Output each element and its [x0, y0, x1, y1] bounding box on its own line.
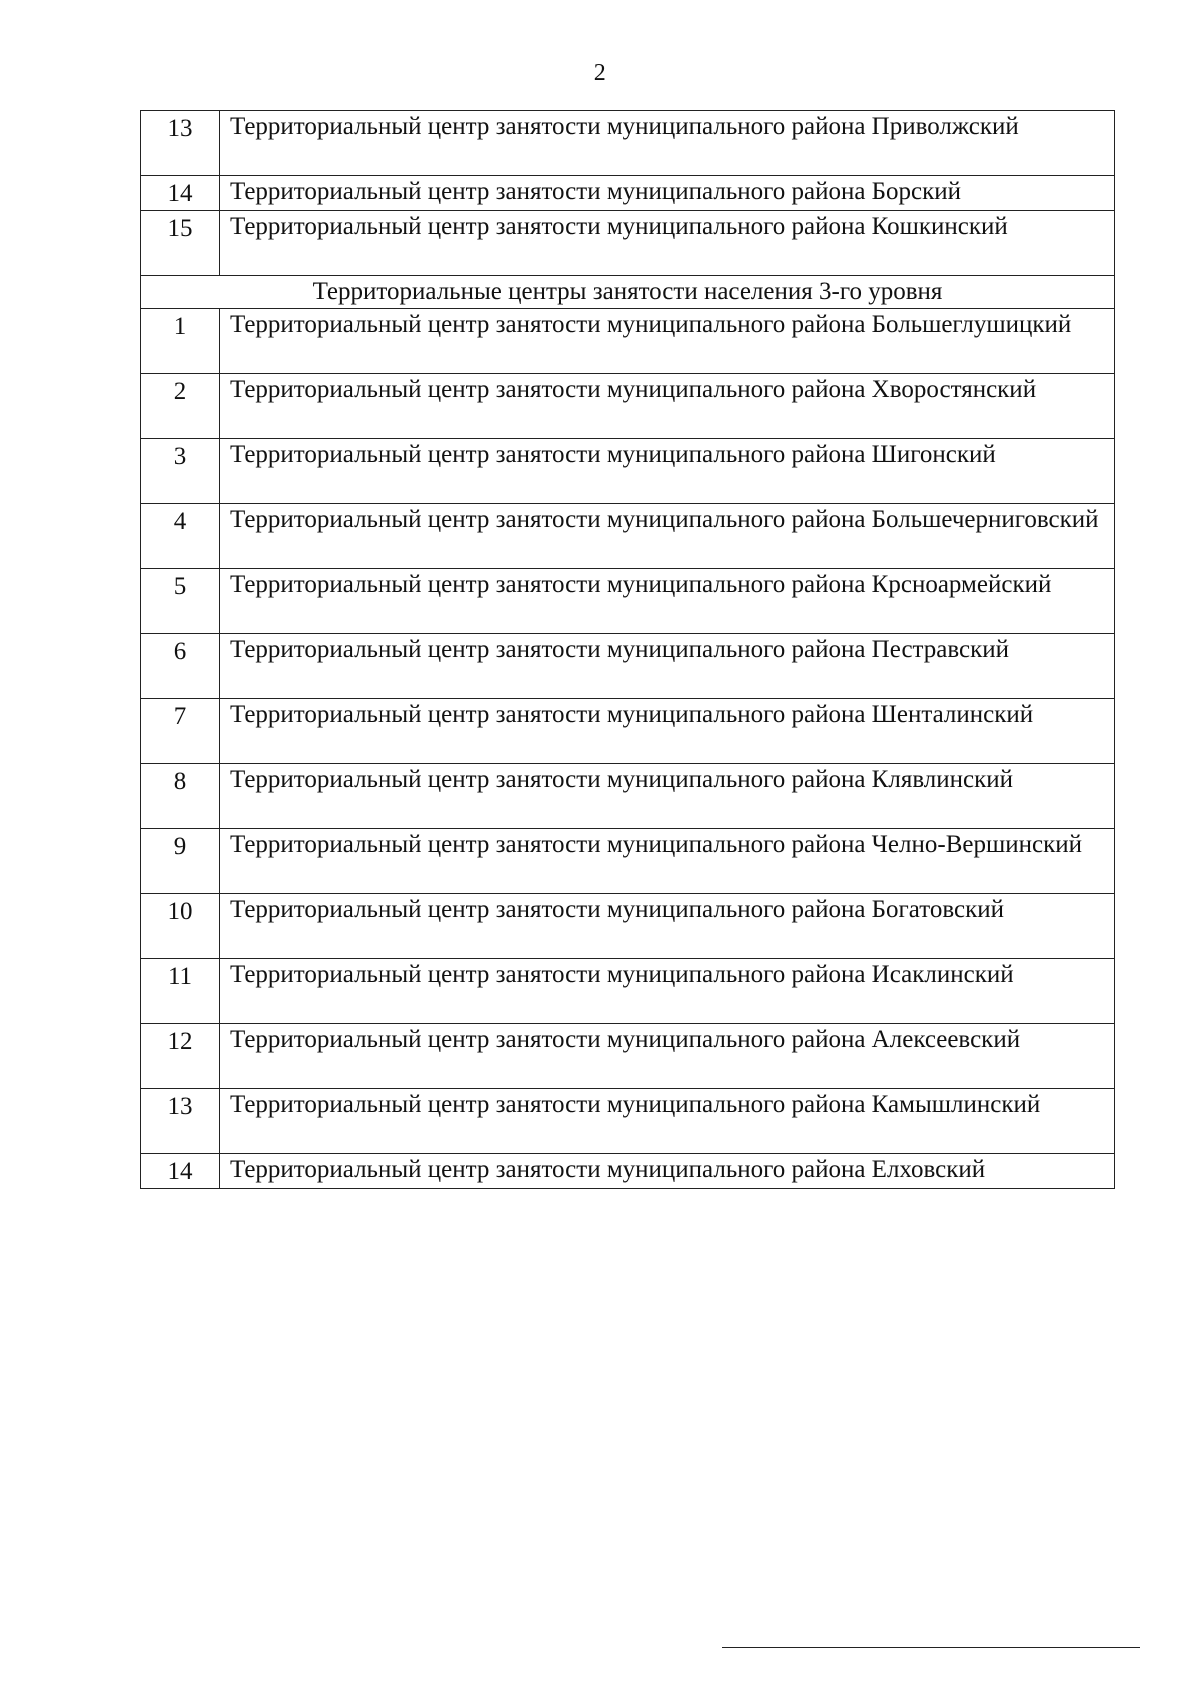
row-name: Территориальный центр занятости муниципального района Алексеевский: [220, 1024, 1115, 1089]
table-row: [141, 439, 1115, 504]
row-number: 4: [141, 504, 220, 569]
row-number: 10: [141, 894, 220, 959]
row-number: 8: [141, 764, 220, 829]
row-number: 15: [141, 211, 220, 276]
section-title: Территориальные центры занятости населения 3-го уровня: [141, 276, 1115, 309]
row-number: 14: [141, 176, 220, 211]
row-name: Территориальный центр занятости муниципального района Исаклинский: [220, 959, 1115, 1024]
row-name: Территориальный центр занятости муниципального района Шенталинский: [220, 699, 1115, 764]
row-name: Территориальный центр занятости муниципального района Крсноармейский: [220, 569, 1115, 634]
table-row: [141, 309, 1115, 374]
row-number: 1: [141, 309, 220, 374]
table-row: [141, 1089, 1115, 1154]
row-number: 14: [141, 1154, 220, 1189]
row-name: Территориальный центр занятости муниципального района Пестравский: [220, 634, 1115, 699]
row-number: 6: [141, 634, 220, 699]
row-name: Территориальный центр занятости муниципального района Борский: [220, 176, 1115, 211]
table-row: [141, 374, 1115, 439]
row-name: Территориальный центр занятости муниципального района Клявлинский: [220, 764, 1115, 829]
table-row: [141, 1154, 1115, 1189]
table-row: [141, 569, 1115, 634]
table-row: [141, 699, 1115, 764]
page-number: 2: [593, 60, 607, 86]
row-number: 7: [141, 699, 220, 764]
table-row: [141, 829, 1115, 894]
row-name: Территориальный центр занятости муниципального района Камышлинский: [220, 1089, 1115, 1154]
table-row: [141, 894, 1115, 959]
row-number: 2: [141, 374, 220, 439]
row-number: 3: [141, 439, 220, 504]
row-number: 11: [141, 959, 220, 1024]
table-row: [141, 111, 1115, 176]
row-number: 5: [141, 569, 220, 634]
employment-centers-table: [140, 110, 1115, 1189]
row-name: Территориальный центр занятости муниципального района Большечерниговский: [220, 504, 1115, 569]
section-header-row: [141, 276, 1115, 309]
table-row: [141, 504, 1115, 569]
table-row: [141, 764, 1115, 829]
table-row: [141, 211, 1115, 276]
row-number: 13: [141, 1089, 220, 1154]
row-name: Территориальный центр занятости муниципального района Елховский: [220, 1154, 1115, 1189]
row-name: Территориальный центр занятости муниципального района Шигонский: [220, 439, 1115, 504]
row-name: Территориальный центр занятости муниципального района Кошкинский: [220, 211, 1115, 276]
row-name: Территориальный центр занятости муниципального района Хворостянский: [220, 374, 1115, 439]
row-name: Территориальный центр занятости муниципального района Челно-Вершинский: [220, 829, 1115, 894]
table-row: [141, 1024, 1115, 1089]
row-name: Территориальный центр занятости муниципального района Большеглушицкий: [220, 309, 1115, 374]
row-name: Территориальный центр занятости муниципального района Приволжский: [220, 111, 1115, 176]
row-number: 12: [141, 1024, 220, 1089]
row-name: Территориальный центр занятости муниципального района Богатовский: [220, 894, 1115, 959]
table-row: [141, 959, 1115, 1024]
footer-divider-line: [722, 1647, 1140, 1648]
row-number: 9: [141, 829, 220, 894]
table-row: [141, 634, 1115, 699]
table-row: [141, 176, 1115, 211]
row-number: 13: [141, 111, 220, 176]
table-body: [141, 111, 1115, 1189]
